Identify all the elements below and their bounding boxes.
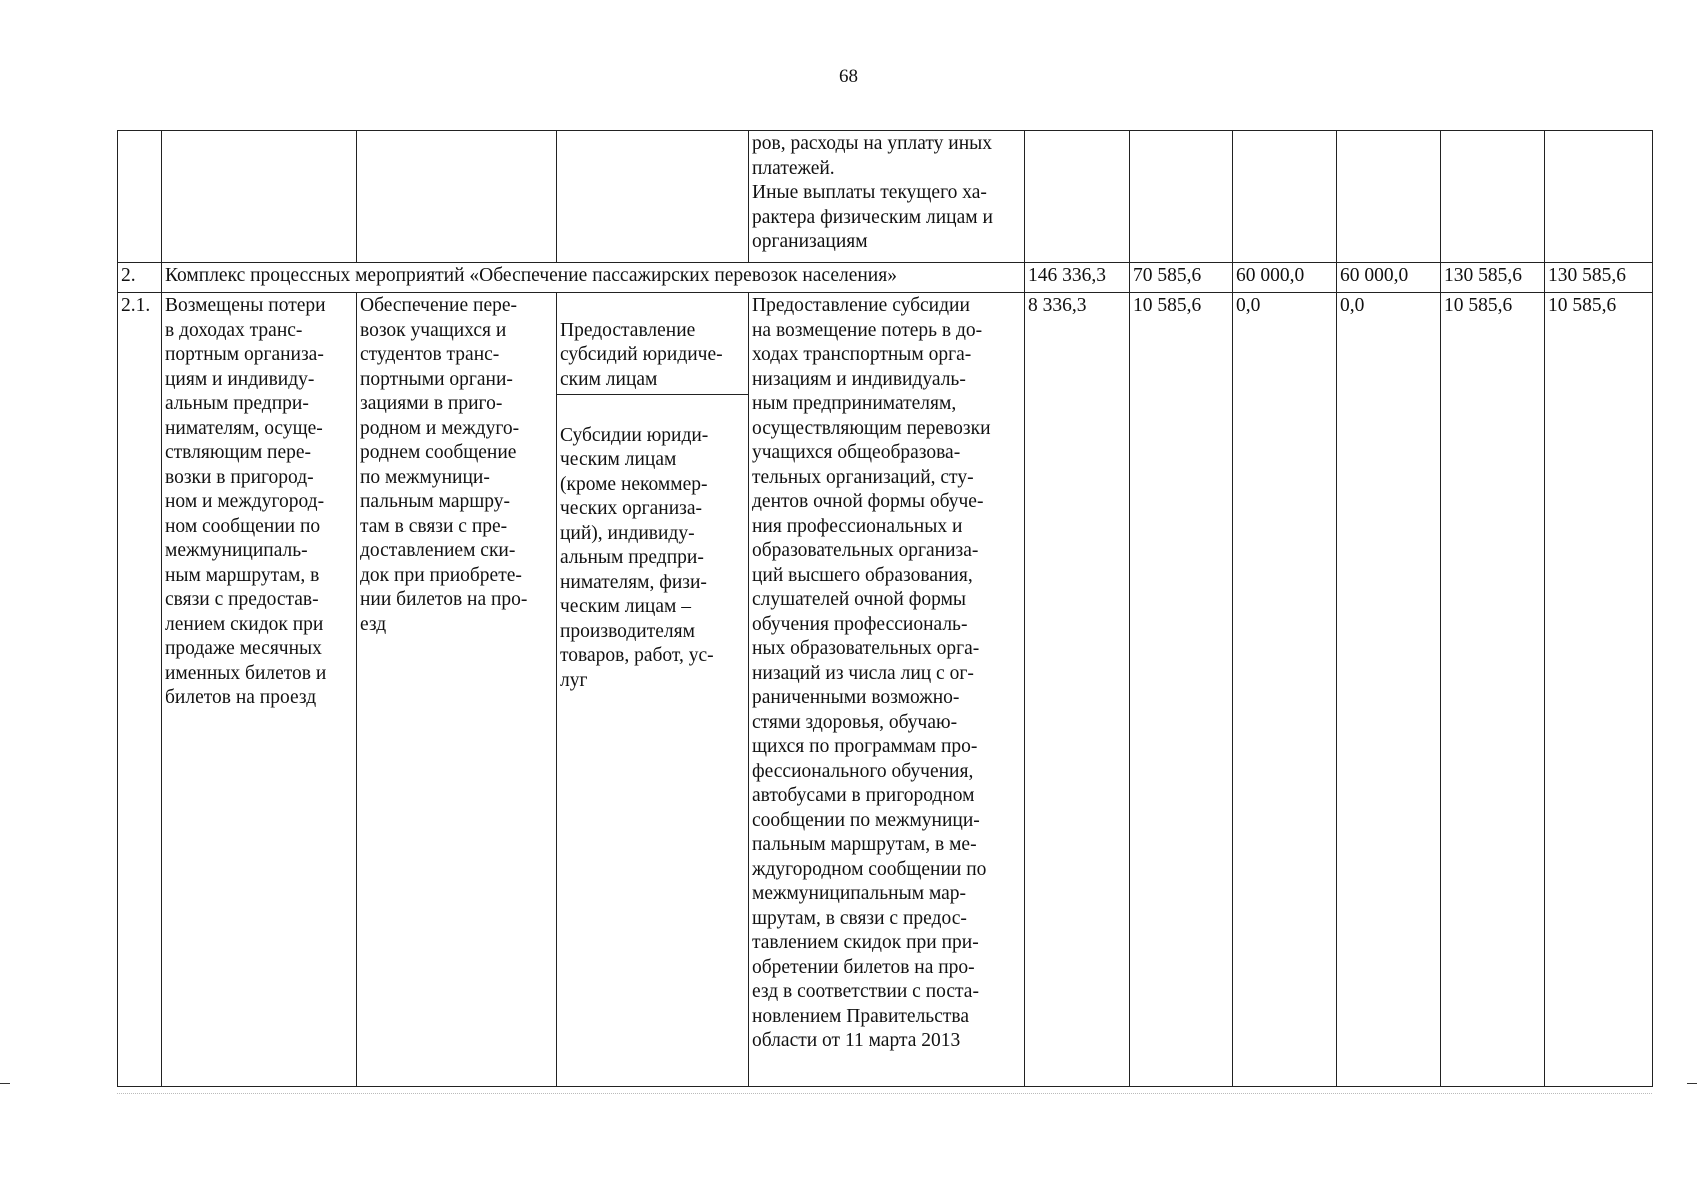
expense-subtype: Субсидии юриди- ческим лицам (кроме некоммер- ческих организа- ций), индивиду- альным предпри- нимателям, физи- ческим лицам – производителям товаров, работ, ус- луг <box>560 424 714 691</box>
amount-cell: 60 000,0 <box>1233 263 1337 293</box>
table-cell <box>118 131 162 263</box>
description-cell: Предоставление субсидии на возмещение потерь в до- ходах транспортным орга- низациям и индивидуаль- ным предпринимателям, осуществляющим перевозки учащихся общеобразова- тельных организаций, сту- дентов очной формы обуче- ния профессиональных и образовательных организа- ций высшего образования, слушателей очной формы обучения профессиональ- ных образовательных орга- низаций из числа лиц с ог- раниченными возможно- стями здоровья, обучаю- щихся по программам про- фессионального обучения, автобусами в пригородном сообщении по межмуници- пальным маршрутам, в ме- ждугородном сообщении по межмуниципальным мар- шрутам, в связи с предос- тавлением скидок при при- обретении билетов на про- езд в соответствии с поста- новлением Правительства области от 11 марта 2013 <box>749 293 1025 1087</box>
table-row <box>118 293 1653 1087</box>
amount-cell: 70 585,6 <box>1130 263 1233 293</box>
amount-cell: 10 585,6 <box>1130 293 1233 1087</box>
table-row <box>118 263 1653 293</box>
amount-cell: 0,0 <box>1337 293 1441 1087</box>
amount-cell: 10 585,6 <box>1441 293 1545 1087</box>
table-cell <box>1441 131 1545 263</box>
amount-cell: 0,0 <box>1233 293 1337 1087</box>
amount-cell: 8 336,3 <box>1025 293 1130 1087</box>
amount-cell: 146 336,3 <box>1025 263 1130 293</box>
table-cell <box>1130 131 1233 263</box>
page-number: 68 <box>839 66 858 87</box>
table-cell <box>162 131 357 263</box>
table-cell <box>1337 131 1441 263</box>
scan-edge-mark <box>0 1083 10 1084</box>
row-number: 2.1. <box>118 293 162 1087</box>
table-cell <box>1025 131 1130 263</box>
table-cell <box>557 131 749 263</box>
table-cell <box>1233 131 1337 263</box>
expense-type: Предоставление субсидий юридиче- ским лицам <box>557 319 748 396</box>
scan-edge-mark <box>1687 1083 1697 1084</box>
table-cell <box>357 131 557 263</box>
amount-cell: 130 585,6 <box>1545 263 1653 293</box>
amount-cell: 10 585,6 <box>1545 293 1653 1087</box>
table-row <box>118 131 1653 263</box>
measure-cell: Обеспечение пере- возок учащихся и студентов транс- портными органи- зациями в приго- родном и междуго- роднем сообщение по межмуници- пальным маршру- там в связи с пре- доставлением ски- док при приобрете- нии билетов на про- езд <box>357 293 557 1087</box>
amount-cell: 130 585,6 <box>1441 263 1545 293</box>
program-table <box>117 130 1653 1087</box>
expense-type-cell <box>557 293 749 1087</box>
result-cell: Возмещены потери в доходах транс- портным организа- циям и индивиду- альным предпри- нимателям, осуще- ствляющим пере- возки в пригород- ном и междугород- ном сообщении по межмуниципаль- ным маршрутам, в связи с предостав- лением скидок при продаже месячных именных билетов и билетов на проезд <box>162 293 357 1087</box>
table-cell <box>1545 131 1653 263</box>
amount-cell: 60 000,0 <box>1337 263 1441 293</box>
complex-title: Комплекс процессных мероприятий «Обеспечение пассажирских перевозок населения» <box>162 263 1025 293</box>
scan-edge-line <box>117 1093 1652 1094</box>
continuation-text: ров, расходы на уплату иных платежей. Иные выплаты текущего ха- рактера физическим лицам и организациям <box>749 131 1025 263</box>
row-number: 2. <box>118 263 162 293</box>
